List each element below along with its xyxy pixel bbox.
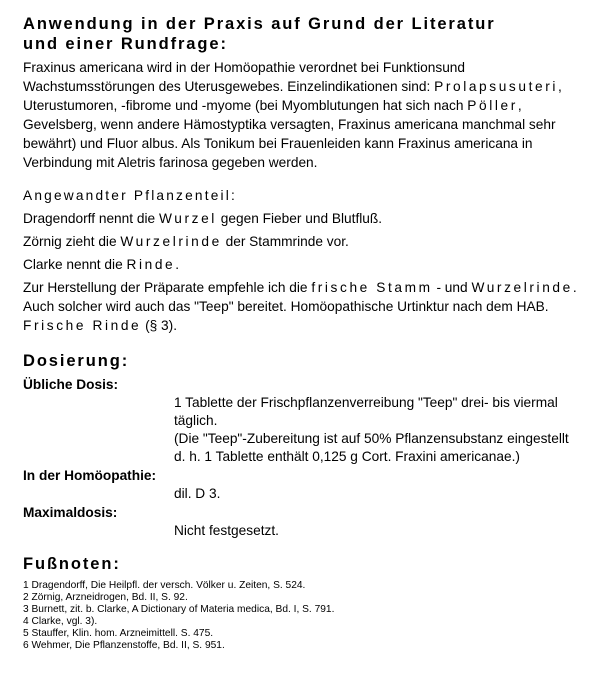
footnote-item: 4 Clarke, vgl. 3). — [23, 616, 98, 627]
value-uebliche-dosis-1: 1 Tablette der Frischpflanzenverreibung "Teep" drei- bis viermal täglich. — [174, 395, 558, 428]
anwendung-spaced-poeller: Pöller — [467, 98, 518, 113]
spaced-rinde: Rinde — [126, 257, 176, 272]
value-maximaldosis: Nicht festgesetzt. — [174, 523, 279, 538]
footnote-item: 3 Burnett, zit. b. Clarke, A Dictionary of Materia medica, Bd. I, S. 791. — [23, 604, 335, 615]
anwendung-text-2: , Uterustumoren, -fibrome und -myome (bei Myomblutungen hat sich nach — [23, 79, 562, 113]
section-pflanzenteil — [23, 186, 583, 335]
heading-anwendung-line1: Anwendung in der Praxis auf Grund der Literatur — [23, 15, 496, 33]
text: - und — [436, 280, 468, 295]
footnote-item: 5 Stauffer, Klin. hom. Arzneimittell. S. 475. — [23, 628, 214, 639]
section-anwendung — [23, 14, 583, 172]
text: (§ 3). — [145, 318, 178, 333]
anwendung-spaced-prolapsus: Prolapsusuteri — [434, 79, 559, 94]
footnote-item: 6 Wehmer, Die Pflanzenstoffe, Bd. II, S. 951. — [23, 640, 225, 651]
heading-fussnoten: Fußnoten: — [23, 555, 121, 573]
text: gegen Fieber und Blutfluß. — [220, 211, 383, 226]
section-dosierung — [23, 351, 583, 540]
footnote-item: 1 Dragendorff, Die Heilpfl. der versch. Völker u. Zeiten, S. 524. — [23, 580, 306, 591]
text: Zörnig zieht die — [23, 234, 117, 249]
pflanzenteil-line-dragendorff — [23, 209, 583, 228]
pflanzenteil-line-zoernig — [23, 232, 583, 251]
anwendung-paragraph — [23, 58, 583, 172]
value-homoeopathie: dil. D 3. — [174, 486, 221, 501]
section-fussnoten — [23, 554, 583, 652]
spaced-wurzelrinde-2: Wurzelrinde — [471, 280, 573, 295]
pflanzenteil-line-herstellung — [23, 278, 583, 335]
spaced-wurzel: Wurzel — [158, 211, 217, 226]
label-uebliche-dosis: Übliche Dosis: — [23, 377, 119, 392]
text: Zur Herstellung der Präparate empfehle ich die — [23, 280, 308, 295]
pflanzenteil-line-clarke — [23, 255, 583, 274]
footnote-item: 2 Zörnig, Arzneidrogen, Bd. II, S. 92. — [23, 592, 188, 603]
label-maximaldosis: Maximaldosis: — [23, 505, 118, 520]
spaced-wurzelrinde: Wurzelrinde — [120, 234, 222, 249]
label-homoeopathie: In der Homöopathie: — [23, 468, 157, 483]
text: Clarke nennt die — [23, 257, 123, 272]
heading-dosierung: Dosierung: — [23, 352, 130, 370]
text: . — [175, 257, 180, 272]
text: Dragendorff nennt die — [23, 211, 156, 226]
spaced-frische-stamm: frische Stamm — [311, 280, 433, 295]
text: der Stammrinde vor. — [225, 234, 349, 249]
document-page — [23, 14, 583, 652]
heading-pflanzenteil: Angewandter Pflanzenteil: — [23, 188, 238, 203]
value-uebliche-dosis-2: (Die "Teep"-Zubereitung ist auf 50% Pflanzensubstanz eingestellt d. h. 1 Tablette enthält 0,125 g Cort. Fraxini americanae.) — [174, 431, 569, 464]
text: . Auch solcher wird auch das "Teep" bereitet. Homöopathische Urtinktur nach dem HAB. — [23, 280, 577, 314]
spaced-frische-rinde: Frische Rinde — [23, 318, 142, 333]
heading-anwendung — [23, 14, 583, 54]
anwendung-text-3: , Gevelsberg, wenn andere Hämostyptika versagten, Fraxinus americana manchmal sehr bewährt) und Fluor albus. Als Tonikum bei Frauenleiden kann Fraxinus americana in Verbindung mit Aletris farinosa gegeben werden. — [23, 98, 556, 170]
heading-anwendung-line2: und einer Rundfrage: — [23, 35, 228, 53]
anwendung-text-1: Fraxinus americana wird in der Homöopathie verordnet bei Funktionsund Wachstumsstörungen des Uterusgewebes. Einzelindikationen sind: — [23, 60, 466, 94]
footnote-list — [23, 580, 583, 652]
